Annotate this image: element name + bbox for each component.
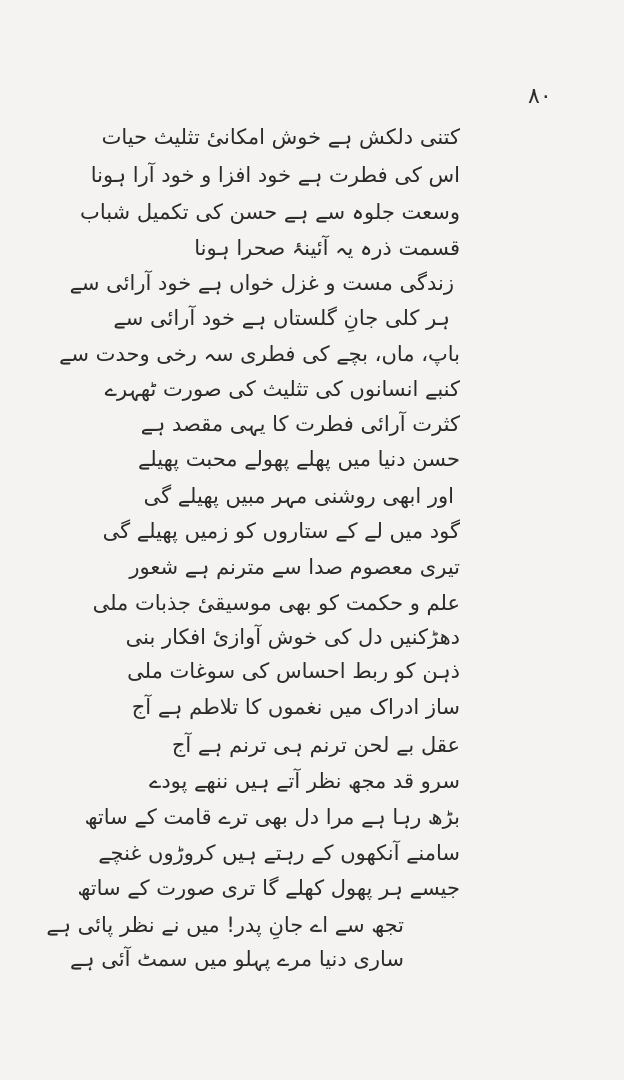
poem-line: ہر کلی جانِ گلستاں ہے خود آرائی سے xyxy=(113,306,450,330)
poem-line: اور ابھی روشنی مہر مبیں پھیلے گی xyxy=(143,484,454,508)
poem-line: سامنے آنکھوں کے رہتے ہیں کروڑوں غنچے xyxy=(98,841,460,865)
poem-line: کنبے انسانوں کی تثلیث کی صورت ٹھہرے xyxy=(104,377,460,401)
poem-line: علم و حکمت کو بھی موسیقیٔ جذبات ملی xyxy=(92,591,460,615)
poem-line: دھڑکنیں دل کی خوش آوازیٔ افکار بنی xyxy=(125,625,460,649)
page-number: ۸۰ xyxy=(528,84,552,109)
poem-line: کثرت آرائی فطرت کا یہی مقصد ہے xyxy=(140,412,460,436)
poem-line: بڑھ رہا ہے مرا دل بھی ترے قامت کے ساتھ xyxy=(84,805,460,829)
poem-line: ساز ادراک میں نغموں کا تلاطم ہے آج xyxy=(131,695,460,719)
poem-line: اس کی فطرت ہے خود افزا و خود آرا ہونا xyxy=(90,163,460,187)
poem-line: تجھ سے اے جانِ پدر! میں نے نظر پائی ہے xyxy=(46,913,404,937)
poem-line: عقل بے لحن ترنم ہی ترنم ہے آج xyxy=(171,733,460,757)
poem-line: زندگی مست و غزل خواں ہے خود آرائی سے xyxy=(69,271,454,295)
poem-line: تیری معصوم صدا سے مترنم ہے شعور xyxy=(129,555,460,579)
poem-line: وسعت جلوہ سے ہے حسن کی تکمیل شباب xyxy=(80,200,460,224)
poem-line: جیسے ہر پھول کھلے گا تری صورت کے ساتھ xyxy=(77,876,460,900)
poem-line: سرو قد مجھ نظر آتے ہیں ننھے پودے xyxy=(149,769,460,793)
poem-line: ذہن کو ربط احساس کی سوغات ملی xyxy=(127,659,460,683)
poem-line: باپ، ماں، بچے کی فطری سہ رخی وحدت سے xyxy=(59,342,460,366)
poem-line: حسن دنیا میں پھلے پھولے محبت پھیلے xyxy=(138,447,460,471)
poem-line: گود میں لے کے ستاروں کو زمیں پھیلے گی xyxy=(102,519,460,543)
poem-line: ساری دنیا مرے پہلو میں سمٹ آئی ہے xyxy=(69,947,404,971)
poem-line: قسمت ذرہ یہ آئینۂ صحرا ہونا xyxy=(194,236,460,260)
poem-line: کتنی دلکش ہے خوش امکانیٔ تثلیث حیات xyxy=(101,125,460,149)
